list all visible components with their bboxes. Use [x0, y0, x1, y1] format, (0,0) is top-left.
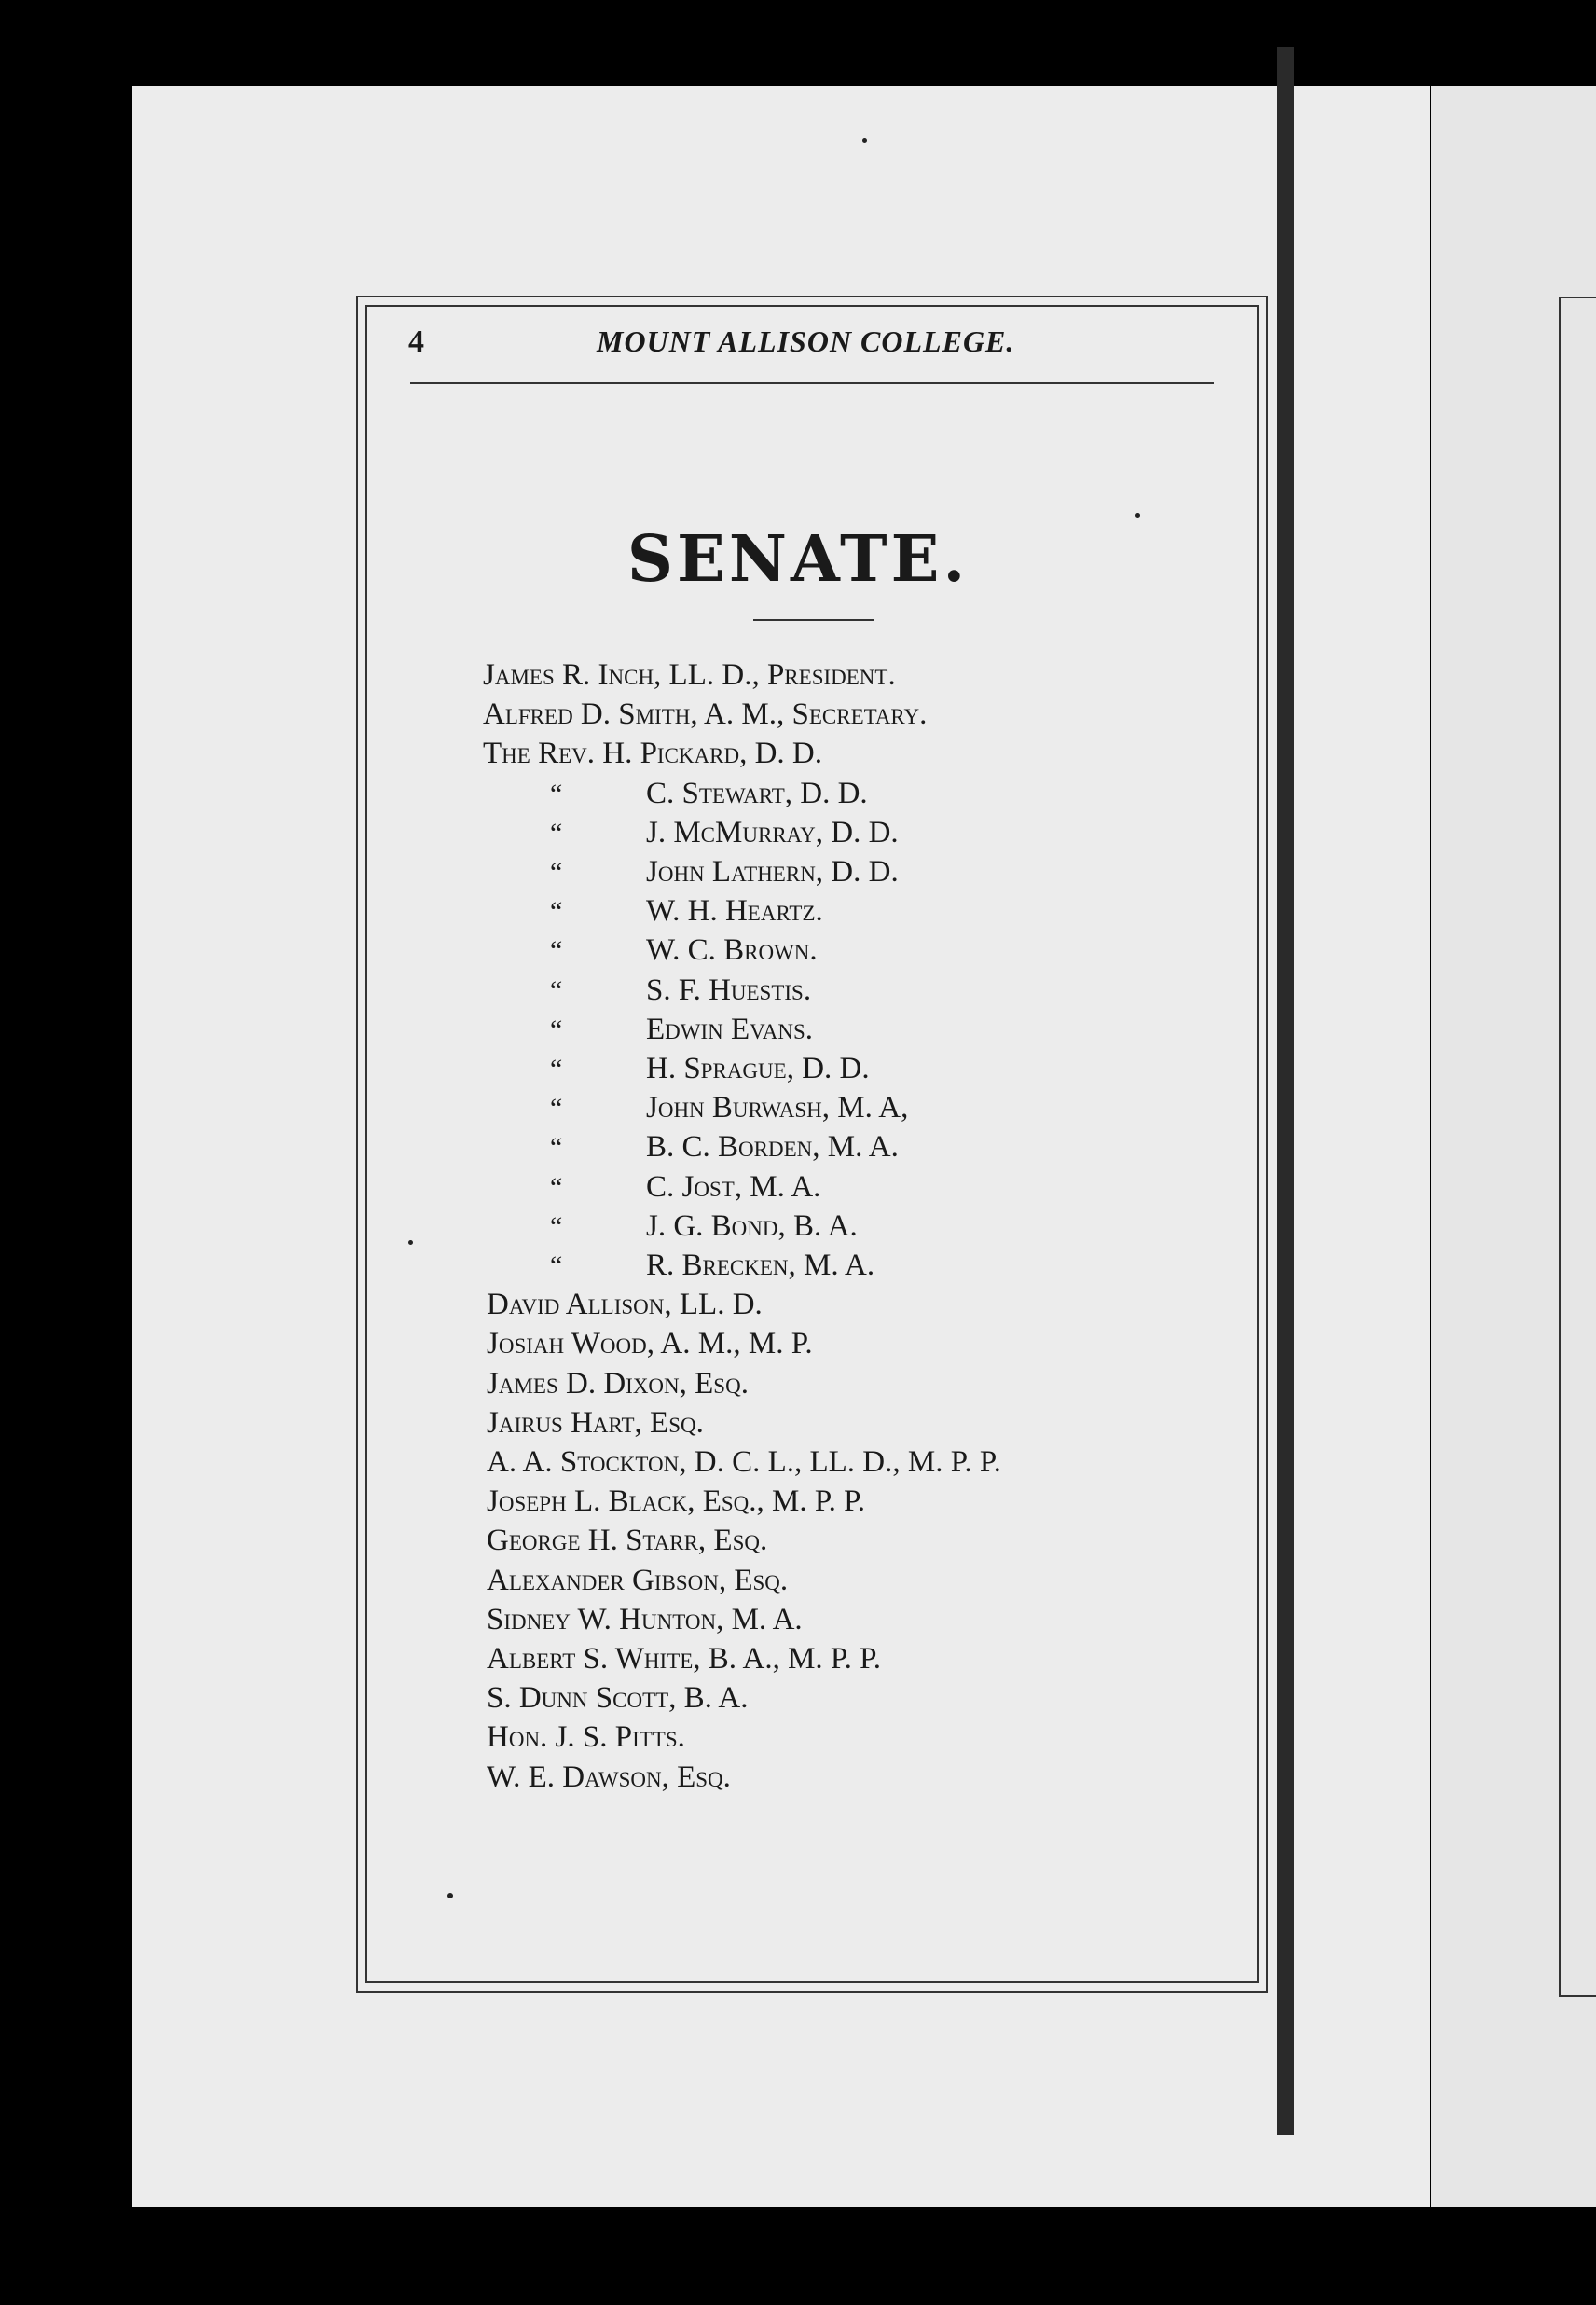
scan-speck: [447, 1893, 453, 1898]
senate-member: W. C. Brown.: [646, 933, 818, 967]
senate-member: Jairus Hart, Esq.: [487, 1406, 704, 1440]
ditto-mark: “: [550, 1054, 563, 1084]
senate-member: Alfred D. Smith, A. M., Secretary.: [483, 697, 928, 731]
senate-member: John Burwash, M. A,: [646, 1091, 909, 1125]
title-rule: [753, 619, 874, 621]
senate-member: George H. Starr, Esq.: [487, 1524, 768, 1557]
ditto-mark: “: [550, 1132, 563, 1163]
senate-member: J. G. Bond, B. A.: [646, 1209, 858, 1243]
senate-member: Joseph L. Black, Esq., M. P. P.: [487, 1484, 866, 1518]
senate-member: C. Jost, M. A.: [646, 1170, 821, 1204]
senate-member: C. Stewart, D. D.: [646, 777, 868, 810]
senate-member: Albert S. White, B. A., M. P. P.: [487, 1642, 882, 1676]
senate-member: John Lathern, D. D.: [646, 855, 899, 889]
ditto-mark: “: [550, 935, 563, 966]
ditto-mark: “: [550, 975, 563, 1006]
senate-member: A. A. Stockton, D. C. L., LL. D., M. P. P.: [487, 1445, 1001, 1479]
section-title: SENATE.: [626, 522, 970, 597]
senate-member: Josiah Wood, A. M., M. P.: [487, 1327, 813, 1360]
page-number: 4: [408, 324, 424, 359]
scan-speck: [1135, 513, 1140, 518]
senate-member: J. McMurray, D. D.: [646, 816, 899, 849]
senate-member: David Allison, LL. D.: [487, 1288, 763, 1321]
ditto-mark: “: [550, 1014, 563, 1045]
ditto-mark: “: [550, 818, 563, 849]
senate-member: James R. Inch, LL. D., President.: [483, 658, 896, 692]
page-gutter: [1277, 47, 1294, 2135]
senate-member: Alexander Gibson, Esq.: [487, 1564, 789, 1597]
senate-member: Hon. J. S. Pitts.: [487, 1720, 685, 1754]
ditto-mark: “: [550, 1093, 563, 1124]
ditto-mark: “: [550, 1211, 563, 1242]
senate-member: Sidney W. Hunton, M. A.: [487, 1603, 803, 1636]
ditto-mark: “: [550, 896, 563, 927]
running-title: MOUNT ALLISON COLLEGE.: [597, 324, 1015, 358]
senate-member: H. Sprague, D. D.: [646, 1052, 870, 1085]
senate-member: B. C. Borden, M. A.: [646, 1130, 899, 1164]
senate-member: S. F. Huestis.: [646, 973, 812, 1007]
senate-member: S. Dunn Scott, B. A.: [487, 1681, 749, 1715]
header-rule: [410, 382, 1214, 384]
scan-speck: [408, 1240, 413, 1245]
senate-member: W. H. Heartz.: [646, 894, 823, 928]
senate-member: James D. Dixon, Esq.: [487, 1367, 749, 1401]
senate-member: W. E. Dawson, Esq.: [487, 1760, 731, 1794]
ditto-mark: “: [550, 857, 563, 888]
ditto-mark: “: [550, 779, 563, 809]
scan-speck: [862, 138, 867, 143]
ditto-mark: “: [550, 1172, 563, 1203]
ditto-mark: “: [550, 1250, 563, 1281]
senate-member: R. Brecken, M. A.: [646, 1249, 875, 1282]
senate-member: Edwin Evans.: [646, 1013, 814, 1046]
senate-member: The Rev. H. Pickard, D. D.: [483, 737, 823, 770]
